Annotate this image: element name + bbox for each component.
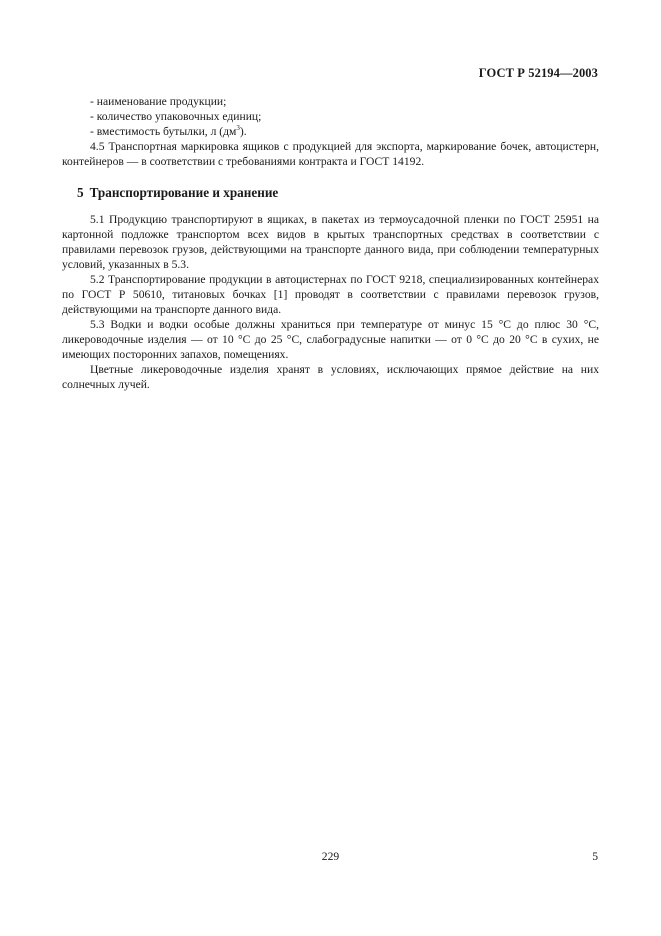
clause-5-2: 5.2 Транспортирование продукции в автоцистернах по ГОСТ 9218, специализированных контейнерах по ГОСТ Р 50610, титановых бочках [1] проводят в соответствии с правилами перевозок грузов, действующими на транспорте данного вида.: [62, 273, 599, 316]
superscript: 3: [236, 124, 240, 133]
standard-code-header: ГОСТ Р 52194—2003: [478, 66, 598, 80]
paragraph-colored-products: Цветные ликероводочные изделия хранят в условиях, исключающих прямое действие на них солнечных лучей.: [62, 363, 599, 391]
section-title: Транспортирование и хранение: [89, 185, 279, 200]
page-number-center: 229: [321, 850, 340, 863]
document-body: [62, 94, 599, 392]
list-item: [62, 124, 599, 139]
clause-4-5: 4.5 Транспортная маркировка ящиков с продукцией для экспорта, маркирование бочек, автоцистерн, контейнеров — в соответствии с требованиями контракта и ГОСТ 14192.: [62, 140, 599, 168]
page-number-right: 5: [592, 850, 598, 863]
list-item: - наименование продукции;: [90, 95, 227, 108]
list-item: - количество упаковочных единиц;: [90, 110, 262, 123]
clause-5-1: 5.1 Продукцию транспортируют в ящиках, в пакетах из термоусадочной пленки по ГОСТ 25951 на картонной подложке транспортом всех видов в крытых транспортных средствах в соответствии с правилами перевозок грузов, действующими на транспорте данного вида, при соблюдении температурных условий, указанных в 5.3.: [62, 213, 599, 271]
list-item-text-end: ).: [239, 125, 247, 138]
clause-5-3: 5.3 Водки и водки особые должны храниться при температуре от минус 15 °С до плюс 30 °С, ликероводочные изделия — от 10 °С до 25 °С, слабоградусные напитки — от 0 °С до 20 °С в сухих, не имеющих посторонних запахов, помещениях.: [62, 318, 599, 361]
list-item-text: - вместимость бутылки, л (дм: [90, 125, 237, 138]
section-heading: [62, 184, 599, 201]
section-number: 5: [77, 185, 84, 200]
